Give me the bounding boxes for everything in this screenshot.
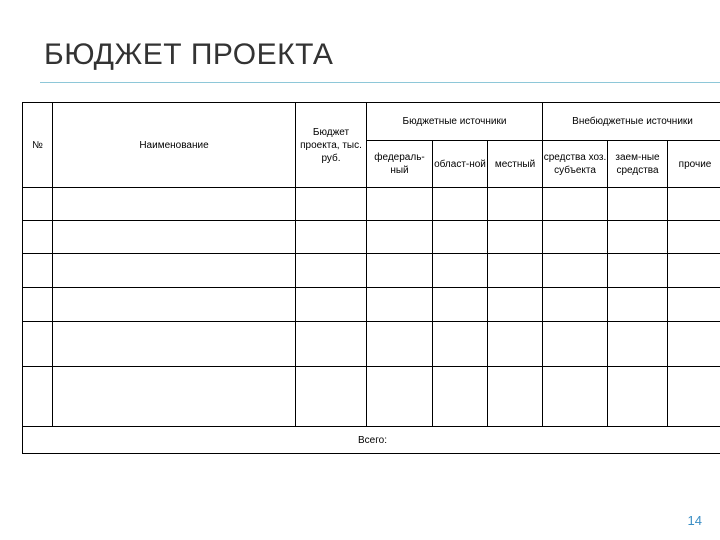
table-cell [367,288,433,322]
table-cell [488,188,543,221]
table-cell [296,288,367,322]
table-cell [433,322,488,367]
table-cell [543,367,608,427]
table-cell [608,221,668,254]
title-divider [40,82,720,83]
page-title: БЮДЖЕТ ПРОЕКТА [44,38,334,71]
table-cell [668,288,720,322]
table-row [23,288,720,322]
total-label: Всего: [23,427,720,454]
table-cell [608,188,668,221]
table-cell [296,367,367,427]
header-local: местный [488,141,543,188]
table-cell [367,188,433,221]
table-row [23,188,720,221]
header-borrowed: заем-ные средства [608,141,668,188]
table-cell [367,322,433,367]
table-cell [668,367,720,427]
table-cell [488,322,543,367]
table-cell [53,367,296,427]
table-cell [543,288,608,322]
table-cell [367,367,433,427]
table-cell [543,188,608,221]
table-cell [296,221,367,254]
table-cell [433,188,488,221]
table-cell [488,288,543,322]
table-cell [23,322,53,367]
table-cell [608,254,668,288]
table-cell [53,288,296,322]
table-cell [433,221,488,254]
table-cell [668,188,720,221]
header-number: № [23,103,53,188]
header-offbudget-sources: Внебюджетные источники [543,103,720,141]
table-cell [296,322,367,367]
total-row [23,427,720,454]
table-cell [668,221,720,254]
header-budget-sources: Бюджетные источники [367,103,543,141]
table-cell [53,221,296,254]
table-cell [53,188,296,221]
header-regional: област-ной [433,141,488,188]
table-row [23,367,720,427]
header-budget: Бюджет проекта, тыс. руб. [296,103,367,188]
header-own-funds: средства хоз. субъекта [543,141,608,188]
table-cell [668,322,720,367]
budget-table [22,102,720,454]
table-cell [433,367,488,427]
table-cell [296,254,367,288]
slide-number: 14 [687,513,702,528]
header-federal: федераль-ный [367,141,433,188]
table-cell [53,254,296,288]
table-cell [23,254,53,288]
table-cell [488,254,543,288]
table-cell [433,254,488,288]
table-cell [367,221,433,254]
header-name: Наименование [53,103,296,188]
table-cell [488,221,543,254]
table-cell [543,254,608,288]
table-cell [296,188,367,221]
table-cell [53,322,296,367]
table-cell [668,254,720,288]
table-cell [433,288,488,322]
table-row [23,221,720,254]
table-cell [23,221,53,254]
table-cell [543,322,608,367]
table-row [23,322,720,367]
table-cell [488,367,543,427]
table-cell [608,288,668,322]
table-cell [608,322,668,367]
table-cell [367,254,433,288]
header-other: прочие [668,141,720,188]
table-cell [543,221,608,254]
table-row [23,254,720,288]
table-cell [23,367,53,427]
table-cell [23,288,53,322]
table-cell [608,367,668,427]
table-cell [23,188,53,221]
